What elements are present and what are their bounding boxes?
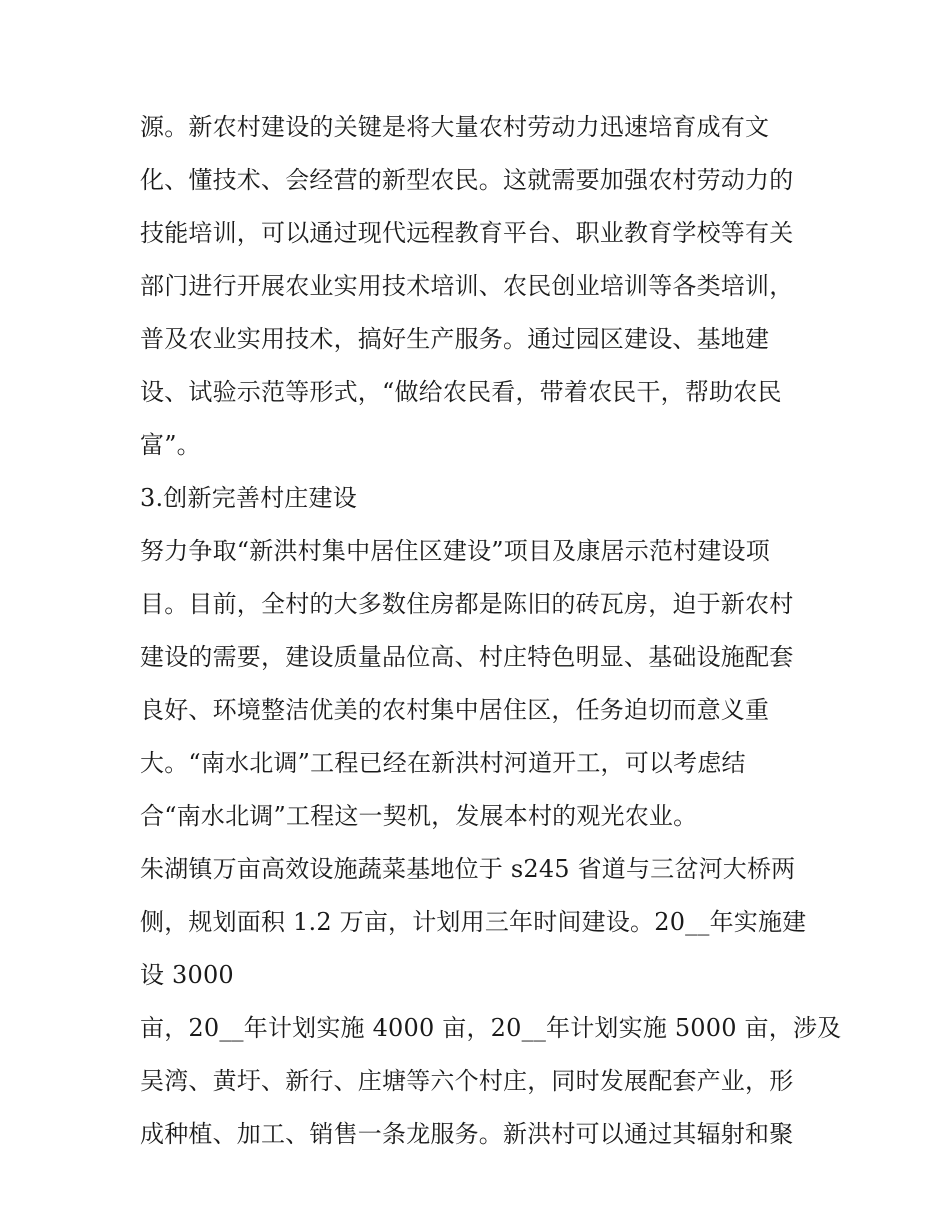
text-line-19: 吴湾、黄圩、新行、庄塘等六个村庄，同时发展配套产业，形 [140,1067,794,1095]
text-line-15: 朱湖镇万亩高效设施蔬菜基地位于 s245 省道与三岔河大桥两 [140,855,796,883]
text-line-5: 普及农业实用技术，搞好生产服务。通过园区建设、基地建 [140,325,770,353]
document-page [140,101,842,1161]
text-line-13: 大。“南水北调”工程已经在新洪村河道开工，可以考虑结 [140,749,746,777]
text-line-9: 努力争取“新洪村集中居住区建设”项目及康居示范村建设项 [140,537,770,565]
text-line-16: 侧，规划面积 1.2 万亩，计划用三年时间建设。20__年实施建 [140,908,807,936]
section-heading: 3.创新完善村庄建设 [140,484,357,512]
text-line-6: 设、试验示范等形式，“做给农民看，带着农民干，帮助农民 [140,378,782,406]
text-line-11: 建设的需要，建设质量品位高、村庄特色明显、基础设施配套 [140,643,794,671]
text-line-4: 部门进行开展农业实用技术培训、农民创业培训等各类培训， [140,272,794,300]
text-line-3: 技能培训，可以通过现代远程教育平台、职业教育学校等有关 [140,219,794,247]
text-line-7: 富”。 [140,431,201,459]
text-line-10: 目。目前，全村的大多数住房都是陈旧的砖瓦房，迫于新农村 [140,590,794,618]
text-line-1: 源。新农村建设的关键是将大量农村劳动力迅速培育成有文 [140,113,770,141]
text-line-2: 化、懂技术、会经营的新型农民。这就需要加强农村劳动力的 [140,166,794,194]
text-line-12: 良好、环境整洁优美的农村集中居住区，任务迫切而意义重 [140,696,770,724]
text-line-17: 设 3000 [140,961,234,989]
text-line-20: 成种植、加工、销售一条龙服务。新洪村可以通过其辐射和聚 [140,1120,794,1148]
text-line-18: 亩，20__年计划实施 4000 亩，20__年计划实施 5000 亩，涉及 [140,1014,842,1042]
text-line-14: 合“南水北调”工程这一契机，发展本村的观光农业。 [140,802,698,830]
